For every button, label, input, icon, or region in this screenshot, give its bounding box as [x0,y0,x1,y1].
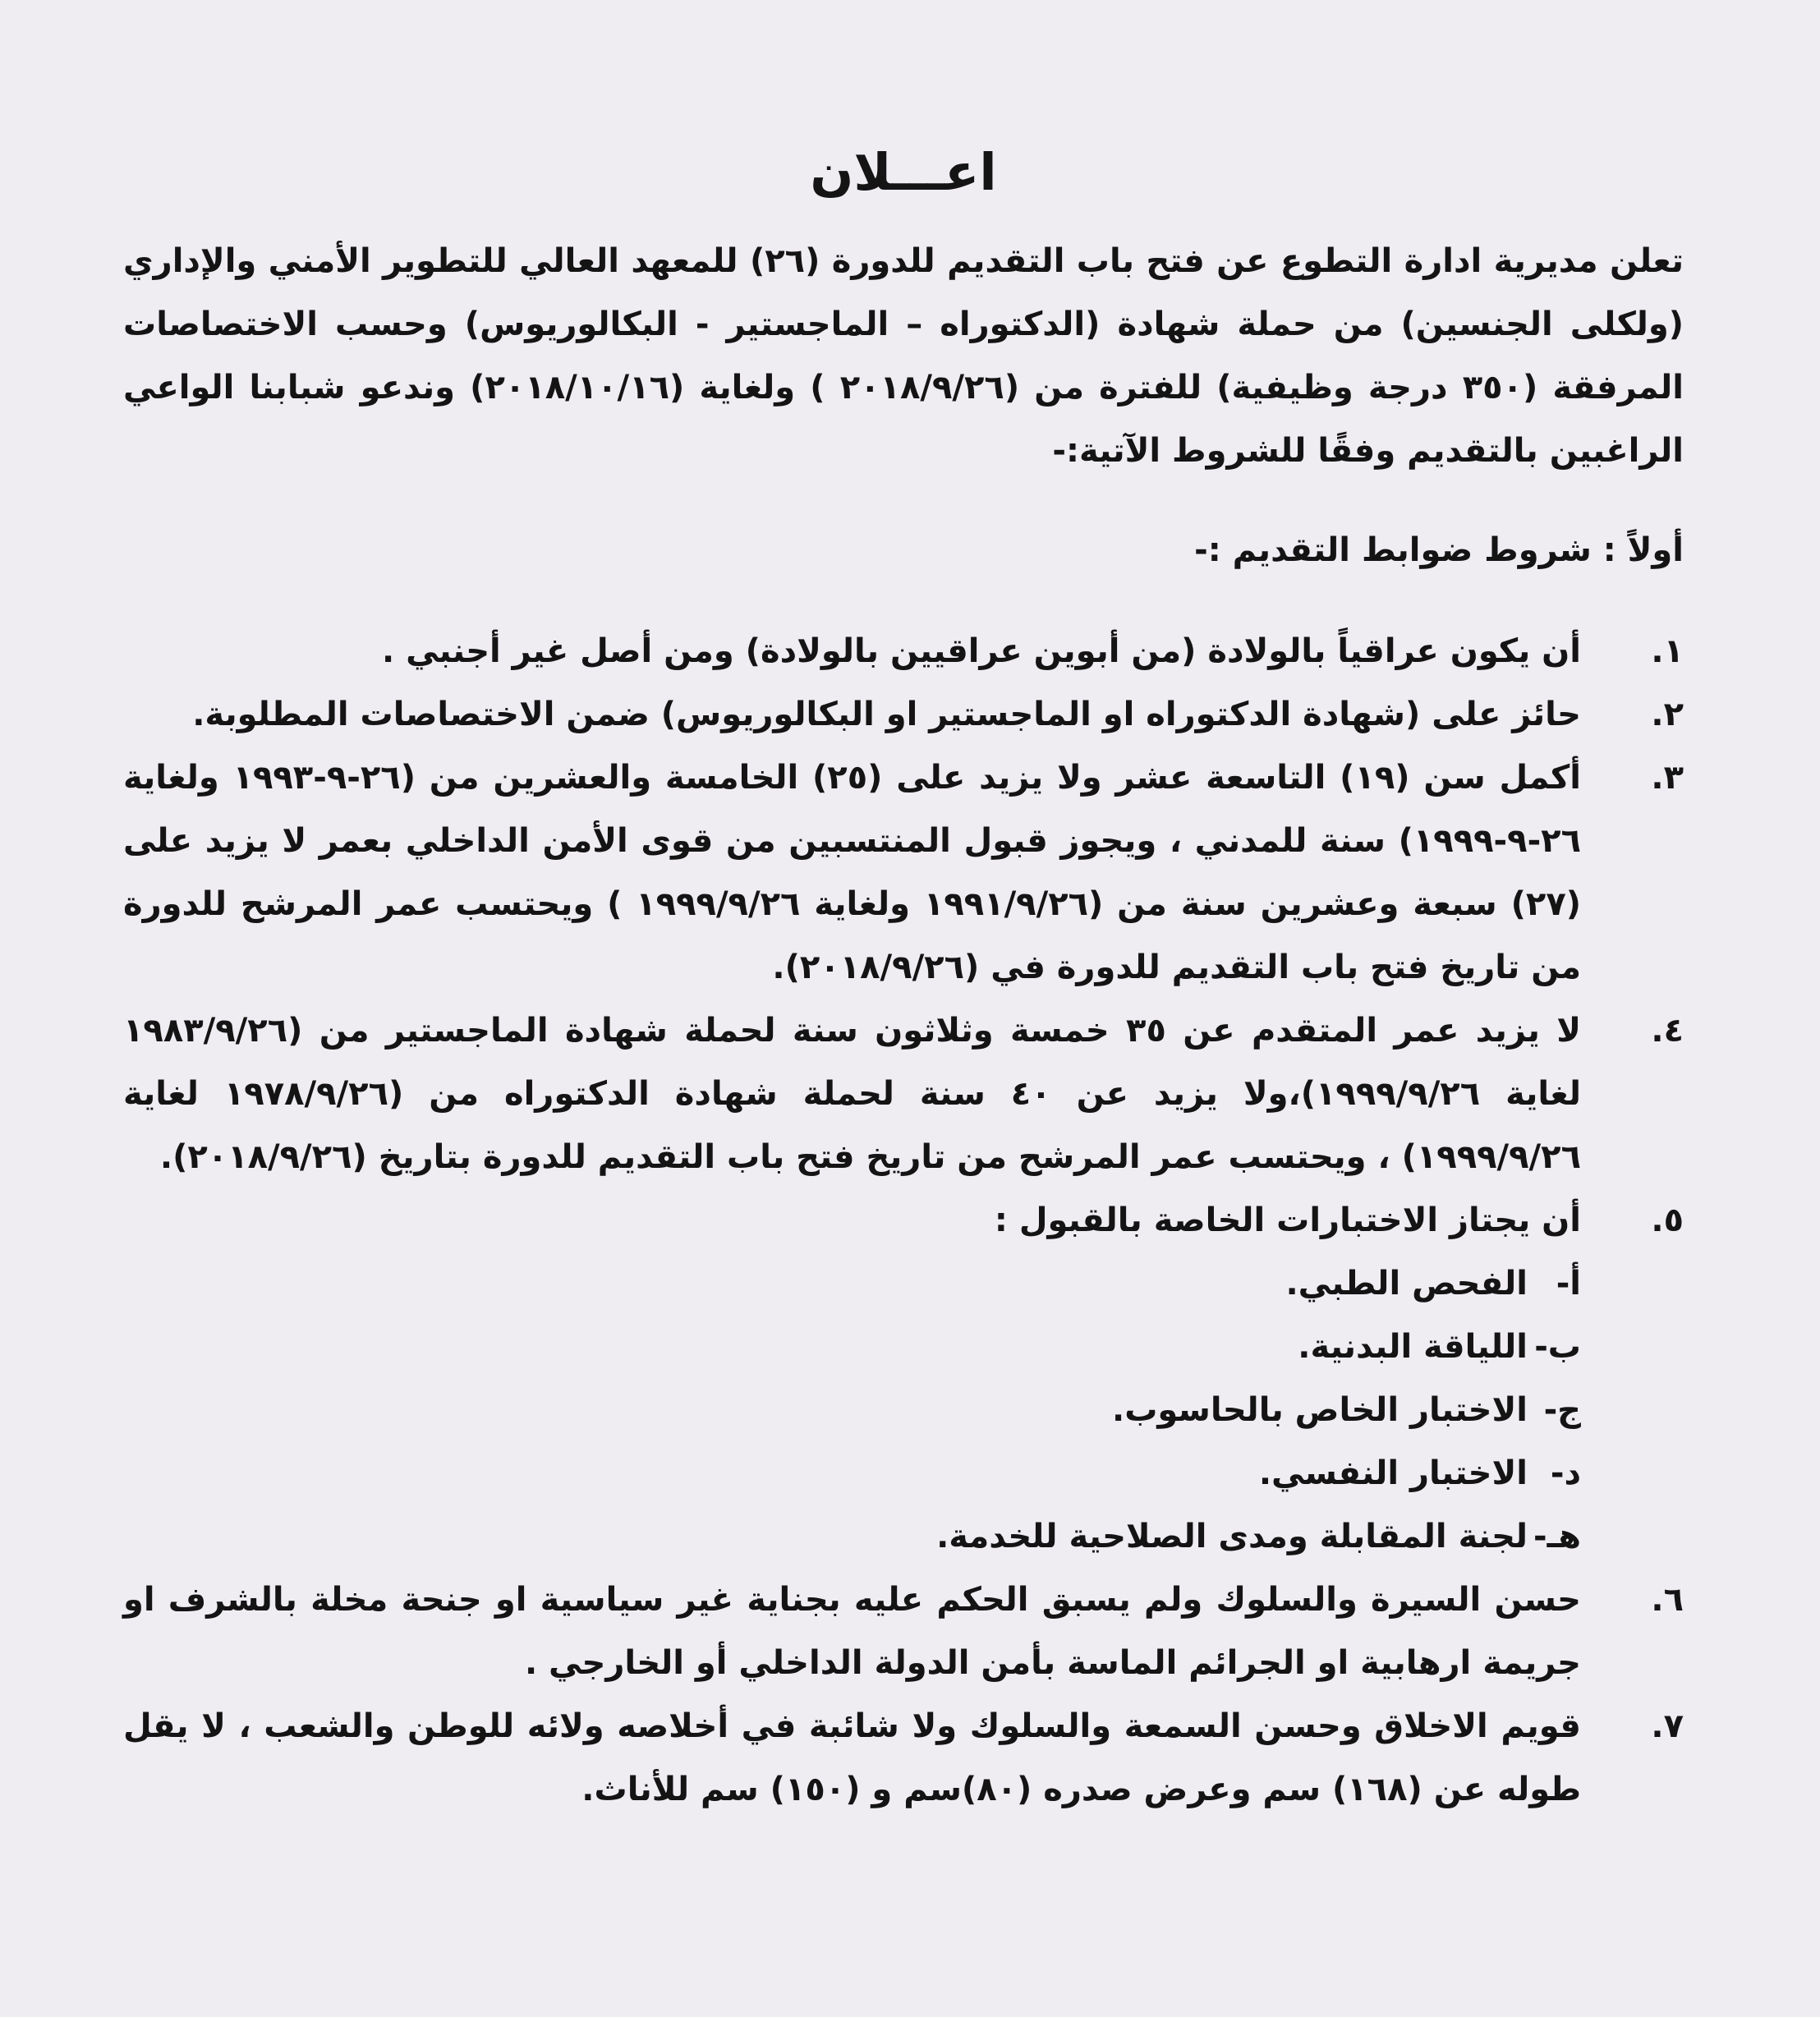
condition-text: أن يجتاز الاختبارات الخاصة بالقبول : [994,1201,1581,1239]
condition-number: ٢. [1651,696,1684,733]
sub-item-text: الاختبار الخاص بالحاسوب. [1112,1391,1528,1429]
sub-item [123,1379,1581,1442]
document-title: اعـــلان [810,142,997,202]
condition-text: حائز على (شهادة الدكتوراه او الماجستير او البكالوريوس) ضمن الاختصاصات المطلوبة. [192,696,1581,733]
sub-item-letter: أ- [1556,1265,1581,1303]
condition-number: ٥. [1651,1201,1684,1239]
condition-text: حسن السيرة والسلوك ولم يسبق الحكم عليه بجناية غير سياسية او جنحة مخلة بالشرف او جريمة ارهابية او الجرائم الماسة بأمن الدولة الداخلي أو الخارجي . [123,1581,1581,1682]
sub-item-letter: ج- [1543,1391,1581,1429]
condition-item [123,683,1684,747]
condition-item [123,999,1684,1189]
sub-item [123,1252,1581,1316]
tests-sublist [123,1252,1581,1569]
condition-item [123,747,1684,999]
sub-item [123,1442,1581,1505]
sub-item-text: لجنة المقابلة ومدى الصلاحية للخدمة. [936,1518,1528,1555]
condition-number: ٣. [1651,759,1684,797]
condition-text: قويم الاخلاق وحسن السمعة والسلوك ولا شائبة في أخلاصه ولائه للوطن والشعب ، لا يقل طوله عن (١٦٨) سم وعرض صدره (٨٠)سم و (١٥٠) سم للأناث. [123,1707,1581,1808]
sub-item-text: الفحص الطبي. [1285,1265,1528,1303]
condition-number: ٧. [1651,1707,1684,1745]
sub-item-text: الاختبار النفسي. [1258,1454,1528,1492]
sub-item-text: اللياقة البدنية. [1298,1328,1528,1366]
condition-text: أكمل سن (١٩) التاسعة عشر ولا يزيد على (٢٥) الخامسة والعشرين من (٢٦-٩-١٩٩٣ ولغاية ٢٦-٩-١٩٩٩) سنة للمدني ، ويجوز قبول المنتسبين من قوى الأمن الداخلي بعمر لا يزيد على (٢٧) سبعة وعشرين سنة من (١٩٩١/٩/٢٦ ولغاية ١٩٩٩/٩/٢٦ ) ويحتسب عمر المرشح للدورة من تاريخ فتح باب التقديم للدورة في (٢٠١٨/٩/٢٦). [123,759,1582,986]
condition-number: ١. [1651,632,1684,670]
condition-body [123,1189,1581,1569]
section-heading: أولاً : شروط ضوابط التقديم :- [1194,531,1684,569]
condition-item [123,1569,1684,1695]
conditions-list [123,620,1684,1822]
sub-item-letter: هـ- [1533,1518,1581,1555]
condition-item [123,620,1684,683]
condition-text: أن يكون عراقياً بالولادة (من أبوين عراقيين بالولادة) ومن أصل غير أجنبي . [381,632,1581,670]
announcement-document [123,123,1684,1822]
condition-item [123,1695,1684,1822]
condition-number: ٦. [1651,1581,1684,1619]
sub-item [123,1505,1581,1569]
intro-paragraph: تعلن مديرية ادارة التطوع عن فتح باب التقديم للدورة (٢٦) للمعهد العالي للتطوير الأمني والإداري (ولكلى الجنسين) من حملة شهادة (الدكتوراه – الماجستير - البكالوريوس) وحسب الاختصاصات المرفقة (٣٥٠ درجة وظيفية) للفترة من (٢٠١٨/٩/٢٦ ) ولغاية (٢٠١٨/١٠/١٦) وندعو شبابنا الواعي الراغبين بالتقديم وفقًا للشروط الآتية:- [123,242,1684,470]
condition-number: ٤. [1651,1012,1684,1050]
sub-item [123,1316,1581,1379]
sub-item-letter: د- [1550,1454,1581,1492]
sub-item-letter: ب- [1534,1328,1581,1366]
condition-text: لا يزيد عمر المتقدم عن ٣٥ خمسة وثلاثون سنة لحملة شهادة الماجستير من (١٩٨٣/٩/٢٦ لغاية ١٩٩٩/٩/٢٦)،ولا يزيد عن ٤٠ سنة لحملة شهادة الدكتوراه من (١٩٧٨/٩/٢٦ لغاية ١٩٩٩/٩/٢٦) ، ويحتسب عمر المرشح من تاريخ فتح باب التقديم للدورة بتاريخ (٢٠١٨/٩/٢٦). [123,1012,1582,1176]
condition-item [123,1189,1684,1569]
